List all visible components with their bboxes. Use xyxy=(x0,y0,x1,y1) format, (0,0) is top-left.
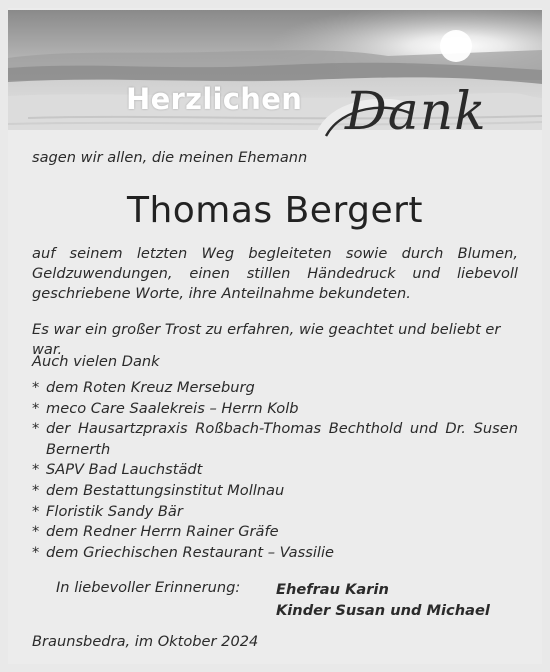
place-date: Braunsbedra, im Oktober 2024 xyxy=(32,633,259,650)
heading-herzlichen: Herzlichen xyxy=(126,82,303,116)
list-item: * Floristik Sandy Bär xyxy=(32,502,518,523)
bullet-star: * xyxy=(32,461,40,479)
bullet-star: * xyxy=(32,420,40,438)
thanks-paragraph: auf seinem letzten Weg begleiteten sowie durch Blumen, Geldzuwendungen, einen stillen Händedruck und liebevoll geschriebene Worte, ihre Anteilnahme bekundeten. xyxy=(32,245,518,302)
signature-line: Ehefrau Karin xyxy=(276,581,389,598)
list-item: * SAPV Bad Lauchstädt xyxy=(32,460,518,481)
comfort-paragraph: Es war ein großer Trost zu erfahren, wie geachtet und beliebt er war. xyxy=(32,321,501,358)
list-item: * meco Care Saalekreis – Herrn Kolb xyxy=(32,399,518,420)
list-item: * dem Griechischen Restaurant – Vassilie xyxy=(32,543,518,564)
bullet-star: * xyxy=(32,481,40,499)
signatures xyxy=(276,579,490,621)
intro-text: sagen wir allen, die meinen Ehemann xyxy=(32,149,308,166)
thanks-list xyxy=(32,378,518,563)
memory-label: In liebevoller Erinnerung: xyxy=(56,579,241,596)
signature-line: Kinder Susan und Michael xyxy=(276,602,490,619)
deceased-name: Thomas Bergert xyxy=(126,190,424,231)
list-item: * der Hausartzpraxis Roßbach-Thomas Bechthold und Dr. Susen Bernerth xyxy=(32,419,518,460)
list-item: * dem Roten Kreuz Merseburg xyxy=(32,378,518,399)
bullet-star: * xyxy=(32,379,40,396)
bullet-star: * xyxy=(32,399,40,417)
thanks-heading: Auch vielen Dank xyxy=(32,353,160,370)
bullet-star: * xyxy=(32,502,40,520)
bullet-star: * xyxy=(32,543,40,561)
list-item: * dem Bestattungsinstitut Mollnau xyxy=(32,481,518,502)
heading-dank: Dank xyxy=(345,82,487,142)
bullet-star: * xyxy=(32,523,40,541)
list-item: * dem Redner Herrn Rainer Gräfe xyxy=(32,522,518,543)
